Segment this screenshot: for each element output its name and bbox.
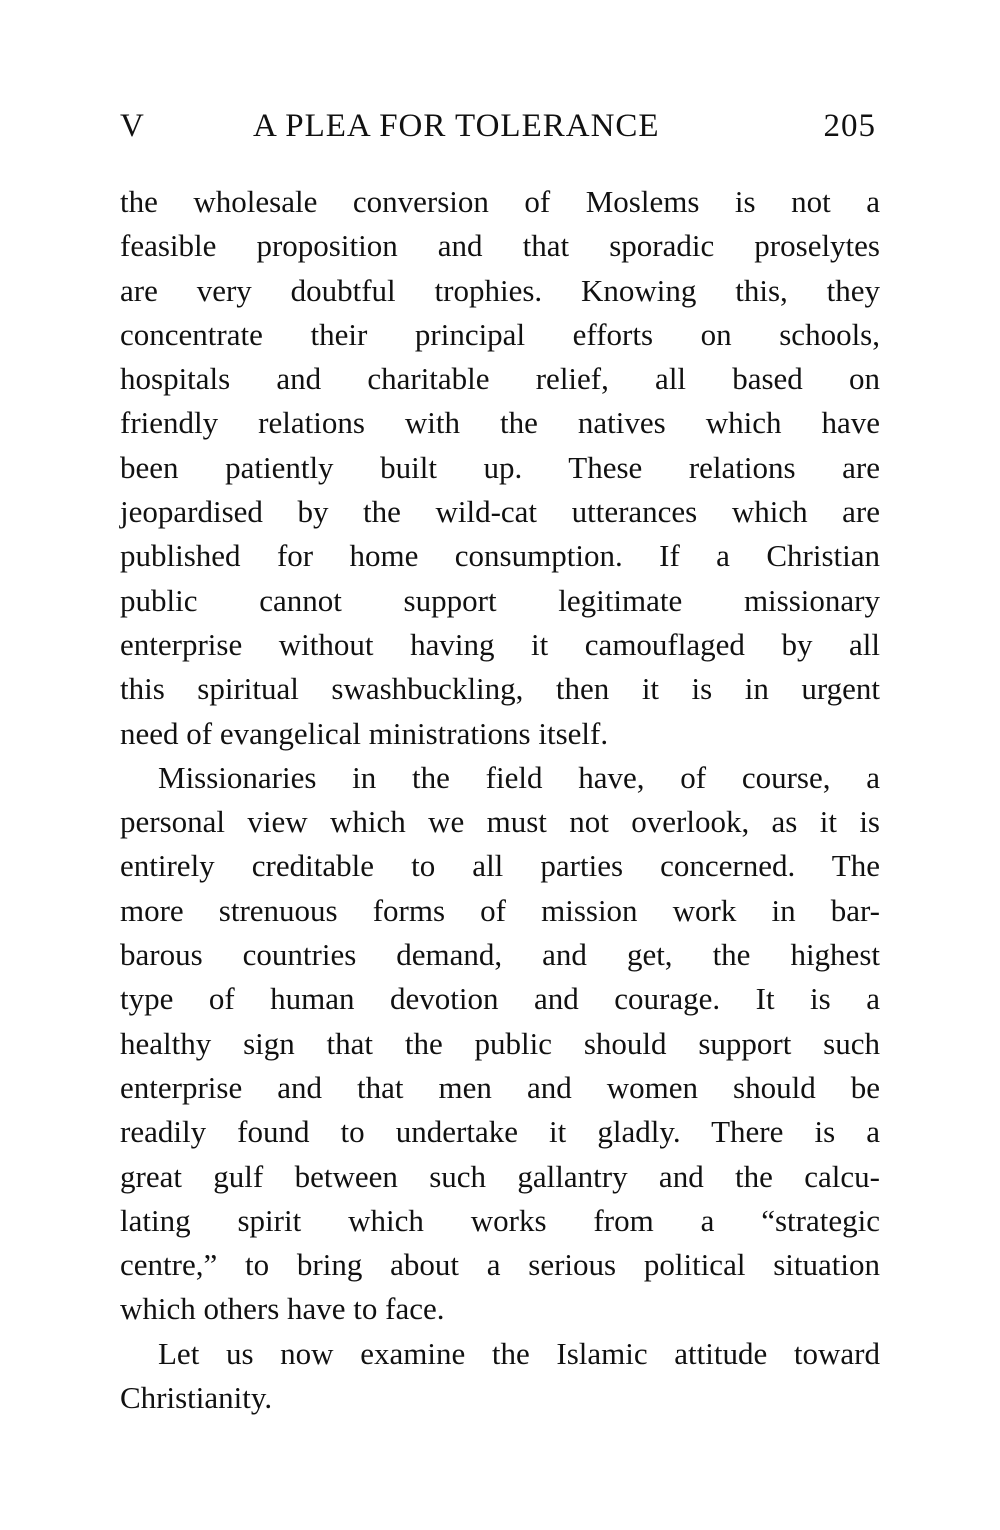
text-line: healthy sign that the public should support such — [120, 1025, 880, 1061]
page-number: 205 — [823, 108, 876, 144]
text-line: enterprise and that men and women should be — [120, 1069, 880, 1105]
text-line: personal view which we must not overlook, as it is — [120, 804, 880, 840]
text-line: this spiritual swashbuckling, then it is in urgent — [120, 671, 880, 707]
text-line: are very doubtful trophies. Knowing this, they — [120, 272, 880, 308]
text-line: Christianity. — [120, 1380, 273, 1416]
text-line: public cannot support legitimate missionary — [120, 582, 880, 618]
text-line: concentrate their principal efforts on schools, — [120, 316, 880, 352]
text-line: barous countries demand, and get, the highest — [120, 937, 880, 973]
text-line: centre,” to bring about a serious political situation — [120, 1247, 880, 1283]
body-text — [120, 180, 880, 1420]
text-line: jeopardised by the wild-cat utterances which are — [120, 494, 880, 530]
text-line: more strenuous forms of mission work in bar- — [120, 892, 880, 928]
text-line: readily found to undertake it gladly. There is a — [120, 1114, 880, 1150]
text-line: which others have to face. — [120, 1291, 445, 1327]
text-line: entirely creditable to all parties concerned. The — [120, 848, 880, 884]
text-line: enterprise without having it camouflaged by all — [120, 626, 880, 662]
text-line: hospitals and charitable relief, all based on — [120, 361, 880, 397]
text-line: friendly relations with the natives which have — [120, 405, 880, 441]
paragraph-3 — [120, 1332, 880, 1421]
paragraph-1 — [120, 180, 880, 756]
text-line: Missionaries in the field have, of course, a — [158, 759, 880, 795]
paragraph-2 — [120, 756, 880, 1332]
text-line: the wholesale conversion of Moslems is not a — [120, 184, 880, 219]
text-line: published for home consumption. If a Christian — [120, 538, 880, 574]
text-line: Let us now examine the Islamic attitude toward — [158, 1335, 880, 1371]
running-title: A PLEA FOR TOLERANCE — [253, 108, 660, 144]
running-head — [120, 108, 880, 158]
text-line: been patiently built up. These relations are — [120, 449, 880, 485]
text-line: type of human devotion and courage. It is a — [120, 981, 880, 1017]
text-line: need of evangelical ministrations itself. — [120, 715, 609, 751]
chapter-number: V — [120, 108, 145, 144]
text-line: lating spirit which works from a “strategic — [120, 1202, 880, 1238]
text-line: great gulf between such gallantry and the calcu- — [120, 1158, 880, 1194]
text-line: feasible proposition and that sporadic proselytes — [120, 228, 880, 264]
